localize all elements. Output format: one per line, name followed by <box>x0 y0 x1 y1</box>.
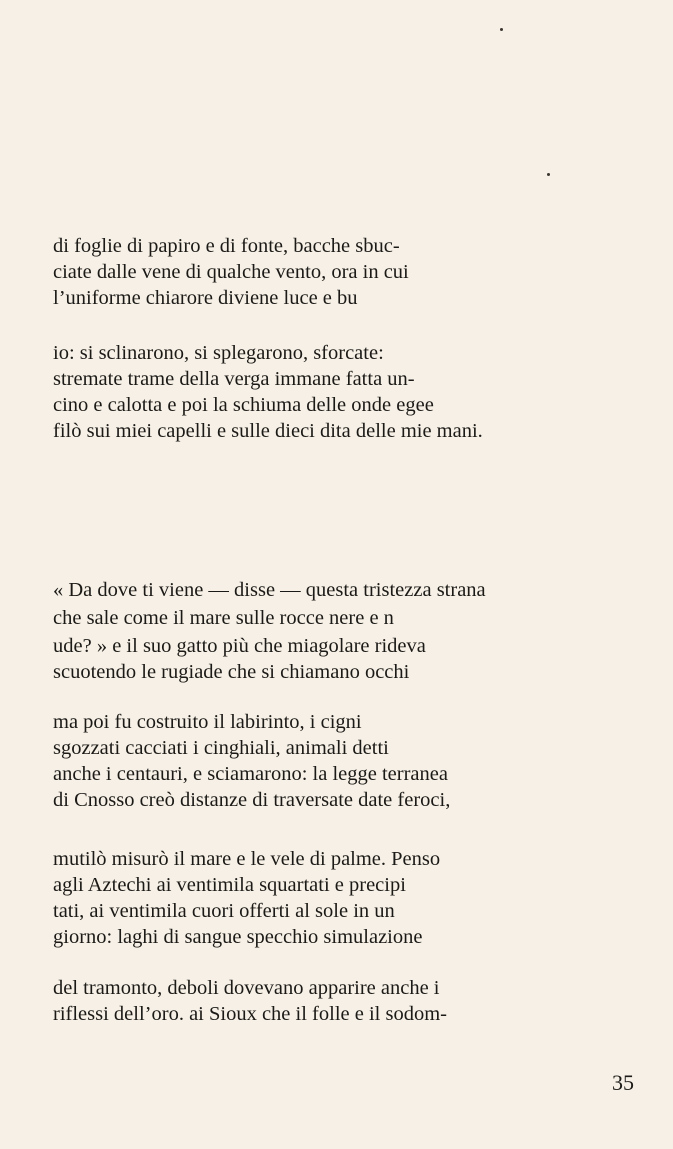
verse-line: ma poi fu costruito il labirinto, i cigni <box>53 711 362 733</box>
verse-line: sgozzati cacciati i cinghiali, animali detti <box>53 737 389 759</box>
verse-line: ciate dalle vene di qualche vento, ora in cui <box>53 261 409 283</box>
verse-line: di Cnosso creò distanze di traversate date feroci, <box>53 789 451 811</box>
verse-line: anche i centauri, e sciamarono: la legge terranea <box>53 763 448 785</box>
verse-line: io: si sclinarono, si splegarono, sforcate: <box>53 342 384 364</box>
verse-line: filò sui miei capelli e sulle dieci dita delle mie mani. <box>53 420 483 442</box>
verse-line: mutilò misurò il mare e le vele di palme. Penso <box>53 848 441 870</box>
verse-line: scuotendo le rugiade che si chiamano occhi <box>53 661 410 683</box>
verse-line: stremate trame della verga immane fatta un- <box>53 368 415 390</box>
verse-line: tati, ai ventimila cuori offerti al sole in un <box>53 900 395 922</box>
verse-line: « Da dove ti viene — disse — questa tristezza strana <box>53 579 486 601</box>
verse-line: riflessi dell’oro. ai Sioux che il folle e il sodom- <box>53 1003 447 1025</box>
verse-line: di foglie di papiro e di fonte, bacche sbuc- <box>53 235 400 257</box>
verse-line: giorno: laghi di sangue specchio simulazione <box>53 926 423 948</box>
ink-speck <box>500 28 503 31</box>
verse-line: cino e calotta e poi la schiuma delle onde egee <box>53 394 434 416</box>
page-number: 35 <box>612 1070 634 1095</box>
verse-line: ude? » e il suo gatto più che miagolare rideva <box>53 635 426 657</box>
ink-speck <box>547 173 550 176</box>
verse-line: l’uniforme chiarore diviene luce e bu <box>53 287 358 309</box>
verse-line: del tramonto, deboli dovevano apparire anche i <box>53 977 440 999</box>
verse-line: agli Aztechi ai ventimila squartati e precipi <box>53 874 406 896</box>
verse-line: che sale come il mare sulle rocce nere e n <box>53 607 394 629</box>
